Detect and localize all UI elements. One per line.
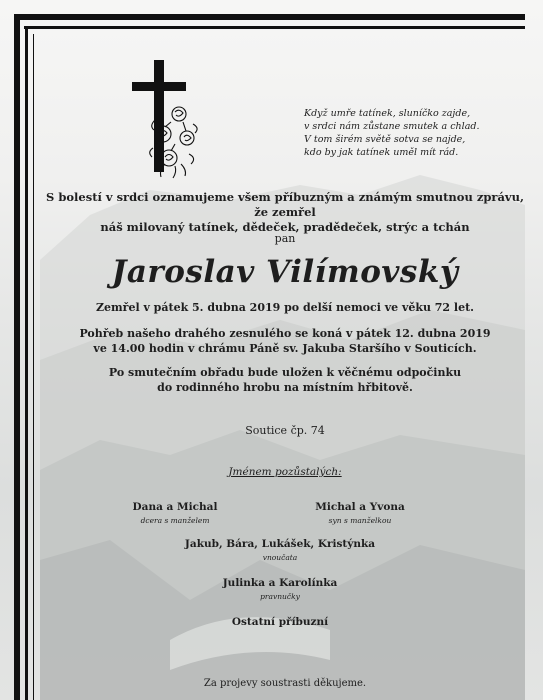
poem [304,107,504,159]
poem-line: v srdci nám zůstane smutek a chlad. [304,121,480,132]
border-top-inner [24,26,525,29]
survivors-heading-text: Jménem pozůstalých: [228,466,342,478]
survivors-heading [40,466,530,478]
roses-icon [145,100,205,180]
survivor-great-granddaughters [190,577,370,601]
deceased-name: Jaroslav Vilímovský [111,254,459,290]
survivor-relation: vnoučata [262,553,298,562]
funeral-info [40,327,530,356]
border-left-outer [14,14,20,700]
survivor-grandchildren [160,538,400,562]
border-left-thin [33,34,34,700]
death-line: Zemřel v pátek 5. dubna 2019 po delší nemoci ve věku 72 let. [95,301,475,314]
thanks-line: Za projevy soustrasti děkujeme. [203,678,367,689]
survivor-name: Jakub, Bára, Lukášek, Kristýnka [184,538,376,550]
survivor-relation: dcera s manželem [140,516,210,525]
announcement-intro [40,190,530,235]
survivor-name: Ostatní příbuzní [231,616,329,628]
survivor-relation: pravnučky [260,592,300,601]
survivor-name: Michal a Yvona [315,501,405,513]
funeral-line: ve 14.00 hodin v chrámu Páně sv. Jakuba Staršího v Souticích. [93,341,477,355]
poem-line: kdo by jak tatínek uměl mít rád. [304,147,459,158]
poem-line: Když umře tatínek, sluníčko zajde, [304,108,471,119]
border-left-inner [25,26,28,700]
burial-info [40,366,530,395]
survivor-son [270,501,450,525]
survivor-daughter [85,501,265,525]
survivor-relation: syn s manželkou [328,516,392,525]
border-top-outer [14,14,525,20]
title-prefix: pan [274,232,296,245]
survivor-name: Julinka a Karolínka [222,577,338,589]
survivor-other-relatives [190,616,370,628]
intro-line: S bolestí v srdci oznamujeme všem příbuzným a známým smutnou zprávu, že zemřel [46,190,524,219]
burial-line: do rodinného hrobu na místním hřbitově. [157,380,413,394]
survivor-name: Dana a Michal [132,501,218,513]
address: Soutice čp. 74 [245,424,325,437]
funeral-line: Pohřeb našeho drahého zesnulého se koná v pátek 12. dubna 2019 [79,327,491,340]
burial-line: Po smutečním obřadu bude uložen k věčnému odpočinku [108,366,462,379]
intro-line: náš milovaný tatínek, dědeček, pradědeček, strýc a tchán [100,220,470,234]
poem-line: V tom širém světě sotva se najde, [304,134,466,145]
